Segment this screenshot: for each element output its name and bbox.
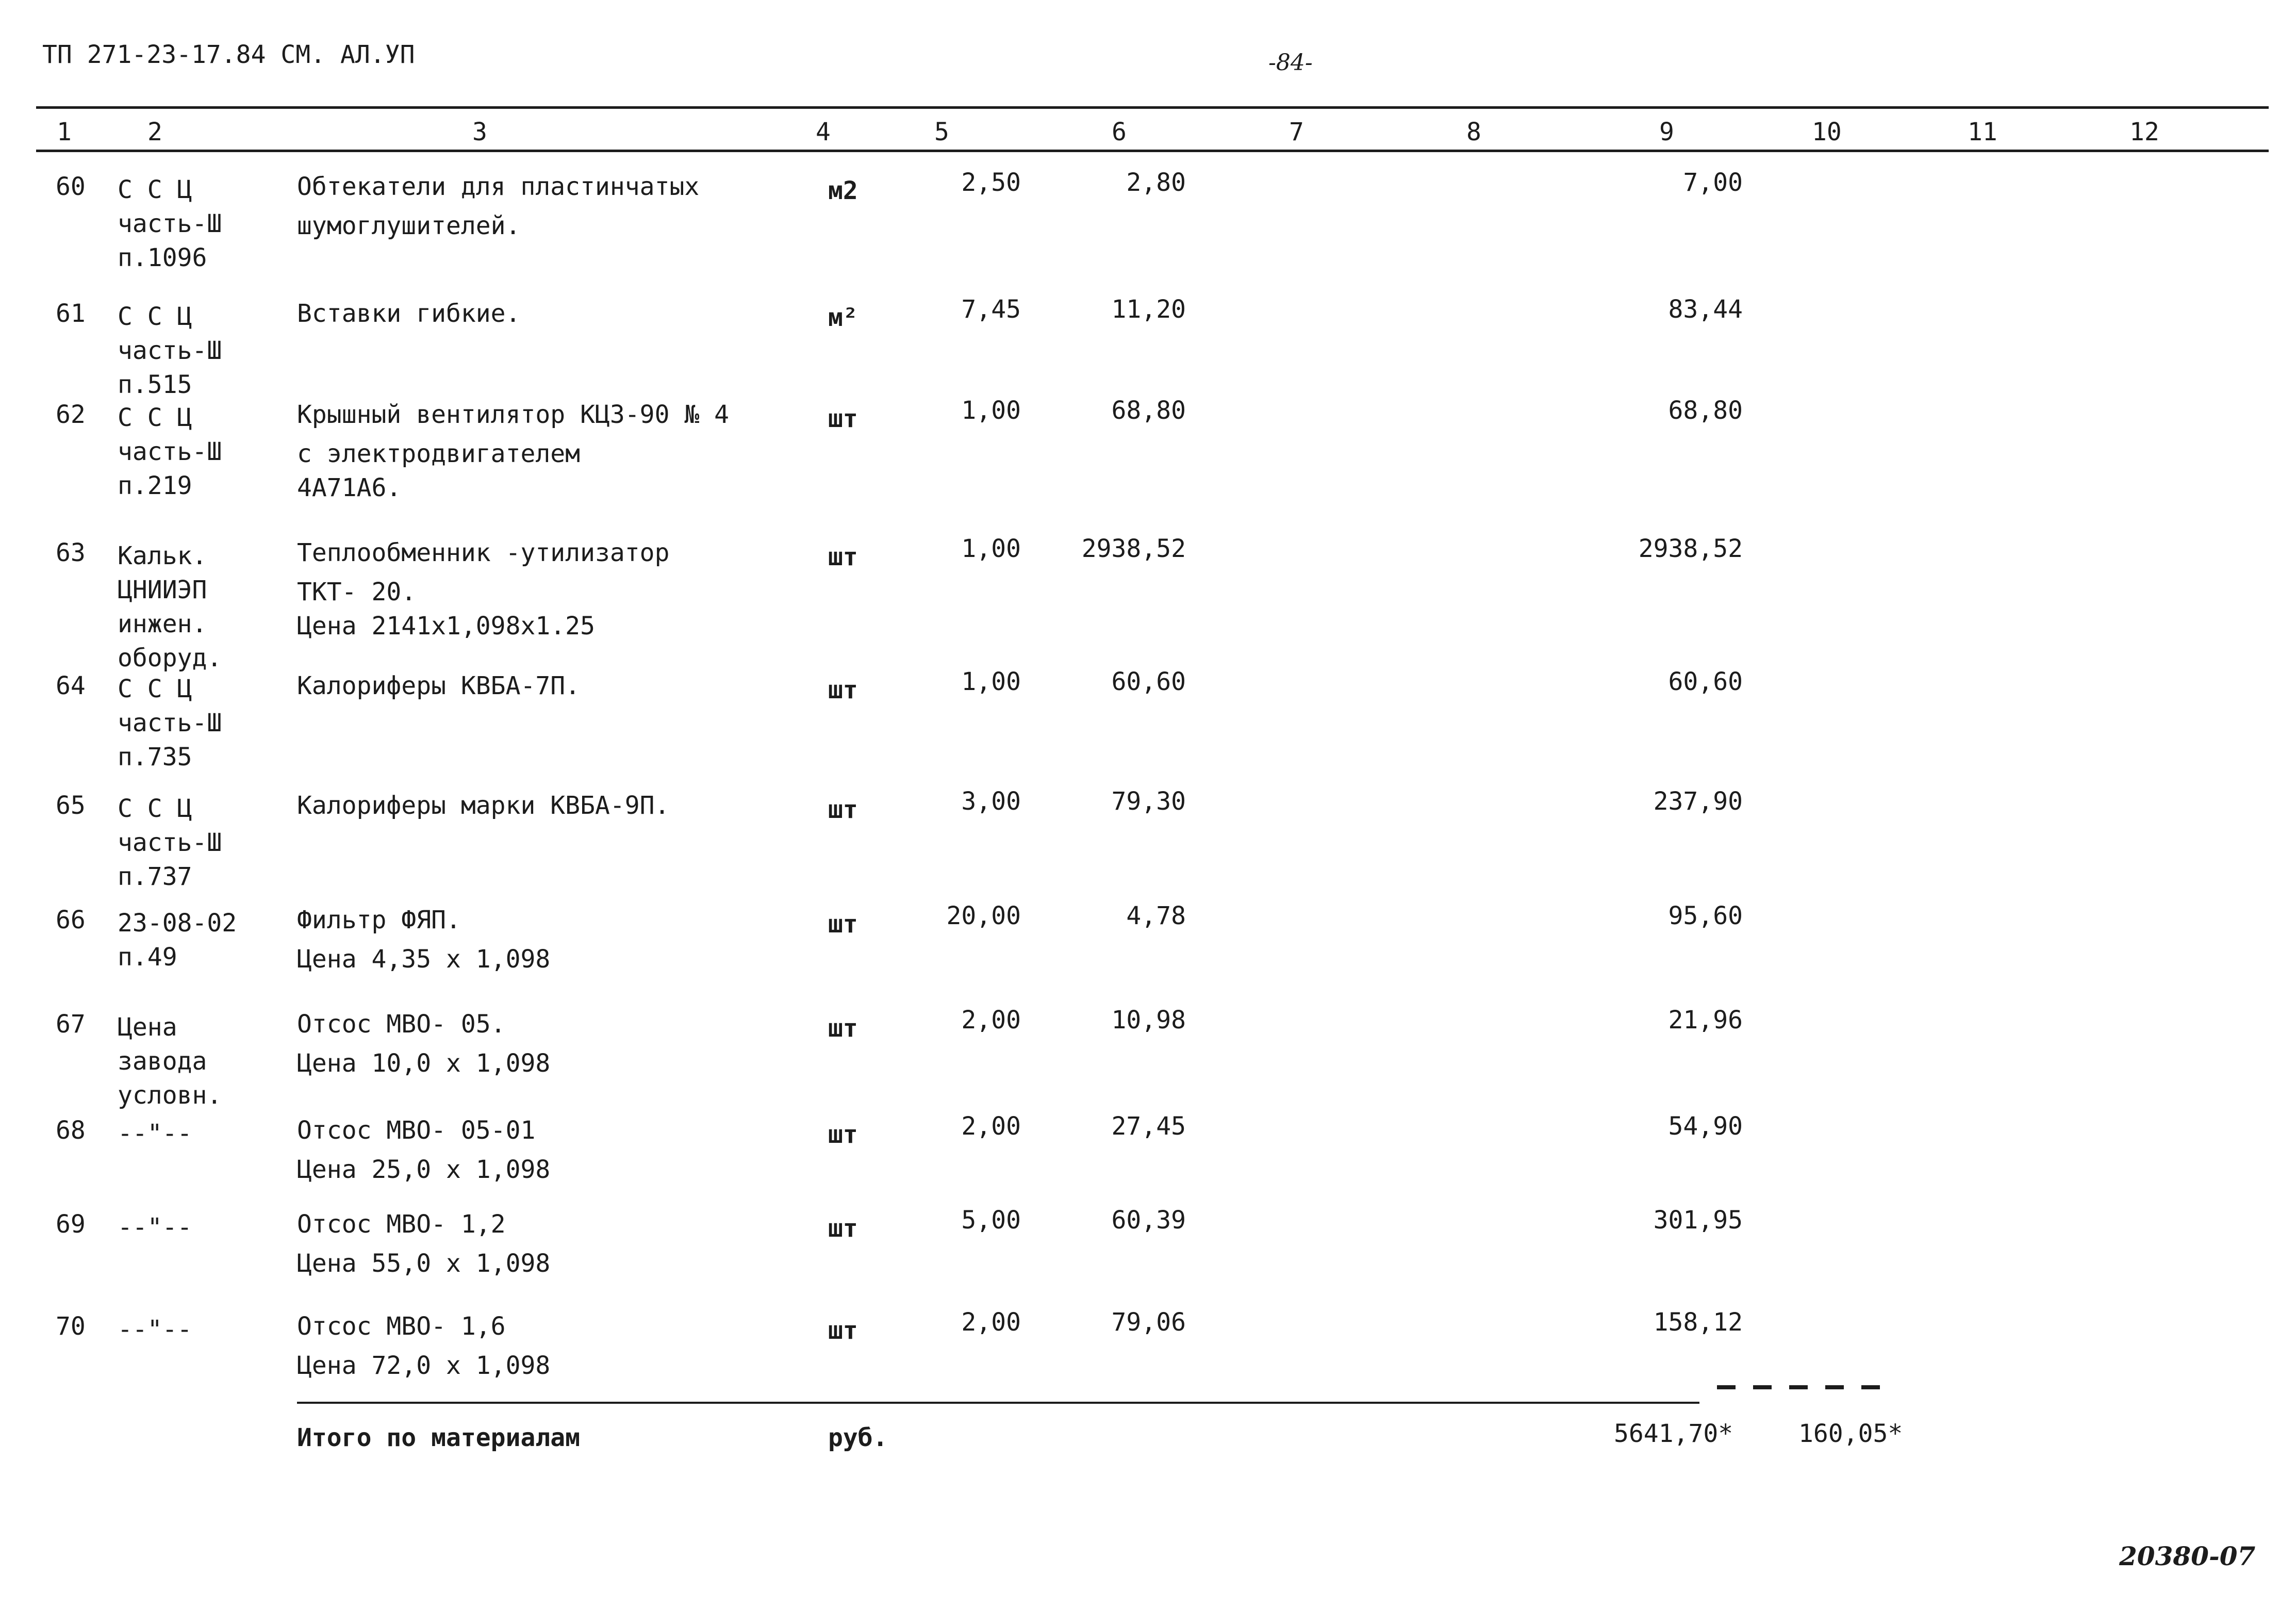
row-basis-line: С С Ц <box>118 175 192 204</box>
row-unit: шт <box>828 1316 858 1345</box>
row-quantity: 1,00 <box>961 534 1021 563</box>
row-total: 7,00 <box>1683 168 1743 197</box>
row-name-line: Отсос МВО- 1,2 <box>297 1210 506 1239</box>
table-header-rule <box>36 150 2269 152</box>
row-total: 83,44 <box>1668 295 1743 324</box>
column-header-7: 7 <box>1289 118 1304 146</box>
row-total: 21,96 <box>1668 1006 1743 1035</box>
archive-number: 20380-07 <box>2119 1541 2256 1571</box>
row-unit: шт <box>828 910 858 939</box>
summary-dash <box>1789 1385 1808 1389</box>
row-basis-line: завода <box>118 1047 207 1076</box>
row-name-line: Калориферы марки КВБА-9П. <box>297 791 670 820</box>
row-unit-price: 2,80 <box>1126 168 1186 197</box>
row-unit: шт <box>828 676 858 704</box>
row-basis-line: инжен. <box>118 610 207 638</box>
row-quantity: 2,00 <box>961 1112 1021 1141</box>
row-quantity: 2,00 <box>961 1006 1021 1035</box>
row-quantity: 20,00 <box>946 901 1021 930</box>
row-unit: шт <box>828 543 858 571</box>
row-total: 60,60 <box>1668 667 1743 696</box>
row-unit: м² <box>828 303 858 332</box>
row-name-line: Отсос МВО- 05. <box>297 1010 506 1039</box>
row-number: 63 <box>56 538 86 567</box>
row-number: 68 <box>56 1116 86 1145</box>
row-number: 69 <box>56 1210 86 1239</box>
row-basis-line: п.49 <box>118 943 177 972</box>
row-basis-line: п.737 <box>118 862 192 891</box>
row-total: 95,60 <box>1668 901 1743 930</box>
table-top-rule <box>36 106 2269 109</box>
row-basis-line: часть-Ш <box>118 437 222 466</box>
row-basis-line: п.1096 <box>118 243 207 272</box>
row-number: 66 <box>56 906 86 934</box>
row-name-line: 4А71А6. <box>297 473 402 502</box>
row-total: 301,95 <box>1653 1206 1743 1235</box>
row-basis-line: часть-Ш <box>118 709 222 737</box>
row-name-line: Цена 10,0 x 1,098 <box>297 1049 551 1078</box>
row-total: 54,90 <box>1668 1112 1743 1141</box>
row-basis-line: часть-Ш <box>118 336 222 365</box>
row-name-line: Фильтр ФЯП. <box>297 906 461 934</box>
column-header-2: 2 <box>147 118 162 146</box>
row-basis-line: Кальк. <box>118 542 207 570</box>
row-unit-price: 11,20 <box>1111 295 1186 324</box>
row-total: 68,80 <box>1668 396 1743 425</box>
row-name-line: Калориферы КВБА-7П. <box>297 671 581 700</box>
row-unit-price: 2938,52 <box>1081 534 1186 563</box>
row-basis-line: --"-- <box>118 1315 192 1344</box>
row-basis-line: п.735 <box>118 743 192 772</box>
row-name-line: шумоглушителей. <box>297 211 521 240</box>
row-unit: шт <box>828 1214 858 1243</box>
row-unit: м2 <box>828 176 858 205</box>
row-basis-line: --"-- <box>118 1213 192 1242</box>
row-basis-line: С С Ц <box>118 675 192 703</box>
row-basis-line: --"-- <box>118 1119 192 1148</box>
row-basis-line: п.219 <box>118 471 192 500</box>
row-name-line: Цена 55,0 x 1,098 <box>297 1249 551 1278</box>
row-quantity: 5,00 <box>961 1206 1021 1235</box>
row-unit-price: 60,60 <box>1111 667 1186 696</box>
row-name-line: Крышный вентилятор КЦ3-90 № 4 <box>297 400 730 429</box>
row-basis-line: С С Ц <box>118 794 192 823</box>
column-header-5: 5 <box>934 118 949 146</box>
column-header-4: 4 <box>816 118 831 146</box>
summary-dash <box>1861 1385 1880 1389</box>
row-name-line: Обтекатели для пластинчатых <box>297 172 700 201</box>
row-number: 61 <box>56 299 86 328</box>
row-unit-price: 4,78 <box>1126 901 1186 930</box>
row-basis-line: часть-Ш <box>118 209 222 238</box>
column-header-10: 10 <box>1812 118 1842 146</box>
summary-rule <box>297 1402 1699 1404</box>
page-number: -84- <box>1268 50 1313 76</box>
row-total: 158,12 <box>1653 1308 1743 1337</box>
row-unit: шт <box>828 1120 858 1149</box>
row-quantity: 3,00 <box>961 787 1021 816</box>
summary-dash <box>1825 1385 1844 1389</box>
row-name-line: Отсос МВО- 1,6 <box>297 1312 506 1341</box>
summary-total-col9: 5641,70* <box>1614 1419 1733 1448</box>
row-total: 237,90 <box>1653 787 1743 816</box>
column-header-3: 3 <box>472 118 487 146</box>
row-quantity: 7,45 <box>961 295 1021 324</box>
row-number: 70 <box>56 1312 86 1341</box>
column-header-12: 12 <box>2129 118 2159 146</box>
row-name-line: Цена 4,35 x 1,098 <box>297 945 551 974</box>
summary-unit: руб. <box>828 1423 888 1452</box>
row-number: 62 <box>56 400 86 429</box>
row-total: 2938,52 <box>1638 534 1743 563</box>
column-header-9: 9 <box>1659 118 1674 146</box>
row-name-line: с электродвигателем <box>297 439 581 468</box>
summary-dash <box>1753 1385 1772 1389</box>
row-basis-line: С С Ц <box>118 302 192 331</box>
summary-dash <box>1717 1385 1736 1389</box>
row-unit-price: 60,39 <box>1111 1206 1186 1235</box>
row-unit: шт <box>828 1014 858 1043</box>
document-reference: ТП 271-23-17.84 СМ. АЛ.УП <box>42 40 415 69</box>
row-number: 65 <box>56 791 86 820</box>
row-basis-line: часть-Ш <box>118 828 222 857</box>
row-quantity: 1,00 <box>961 667 1021 696</box>
row-name-line: Теплообменник -утилизатор <box>297 538 670 567</box>
row-basis-line: С С Ц <box>118 403 192 432</box>
row-quantity: 1,00 <box>961 396 1021 425</box>
column-header-11: 11 <box>1968 118 1997 146</box>
summary-total-col10: 160,05* <box>1798 1419 1903 1448</box>
row-name-line: Цена 25,0 x 1,098 <box>297 1155 551 1184</box>
row-unit: шт <box>828 404 858 433</box>
row-number: 60 <box>56 172 86 201</box>
row-name-line: ТКТ- 20. <box>297 578 417 606</box>
summary-label: Итого по материалам <box>297 1423 581 1452</box>
row-unit-price: 79,06 <box>1111 1308 1186 1337</box>
row-basis-line: п.515 <box>118 370 192 399</box>
row-name-line: Цена 72,0 x 1,098 <box>297 1351 551 1380</box>
row-basis-line: ЦНИИЭП <box>118 576 207 604</box>
row-basis-line: Цена <box>118 1013 177 1042</box>
row-number: 64 <box>56 671 86 700</box>
row-unit-price: 68,80 <box>1111 396 1186 425</box>
row-name-line: Цена 2141x1,098x1.25 <box>297 612 595 641</box>
column-header-8: 8 <box>1466 118 1481 146</box>
row-quantity: 2,00 <box>961 1308 1021 1337</box>
row-unit-price: 27,45 <box>1111 1112 1186 1141</box>
row-unit: шт <box>828 795 858 824</box>
row-basis-line: 23-08-02 <box>118 909 237 938</box>
row-quantity: 2,50 <box>961 168 1021 197</box>
row-unit-price: 79,30 <box>1111 787 1186 816</box>
row-name-line: Отсос МВО- 05-01 <box>297 1116 536 1145</box>
row-name-line: Вставки гибкие. <box>297 299 521 328</box>
row-unit-price: 10,98 <box>1111 1006 1186 1035</box>
column-header-1: 1 <box>57 118 72 146</box>
row-number: 67 <box>56 1010 86 1039</box>
row-basis-line: условн. <box>118 1081 222 1110</box>
row-basis-line: оборуд. <box>118 644 222 672</box>
column-header-6: 6 <box>1112 118 1127 146</box>
